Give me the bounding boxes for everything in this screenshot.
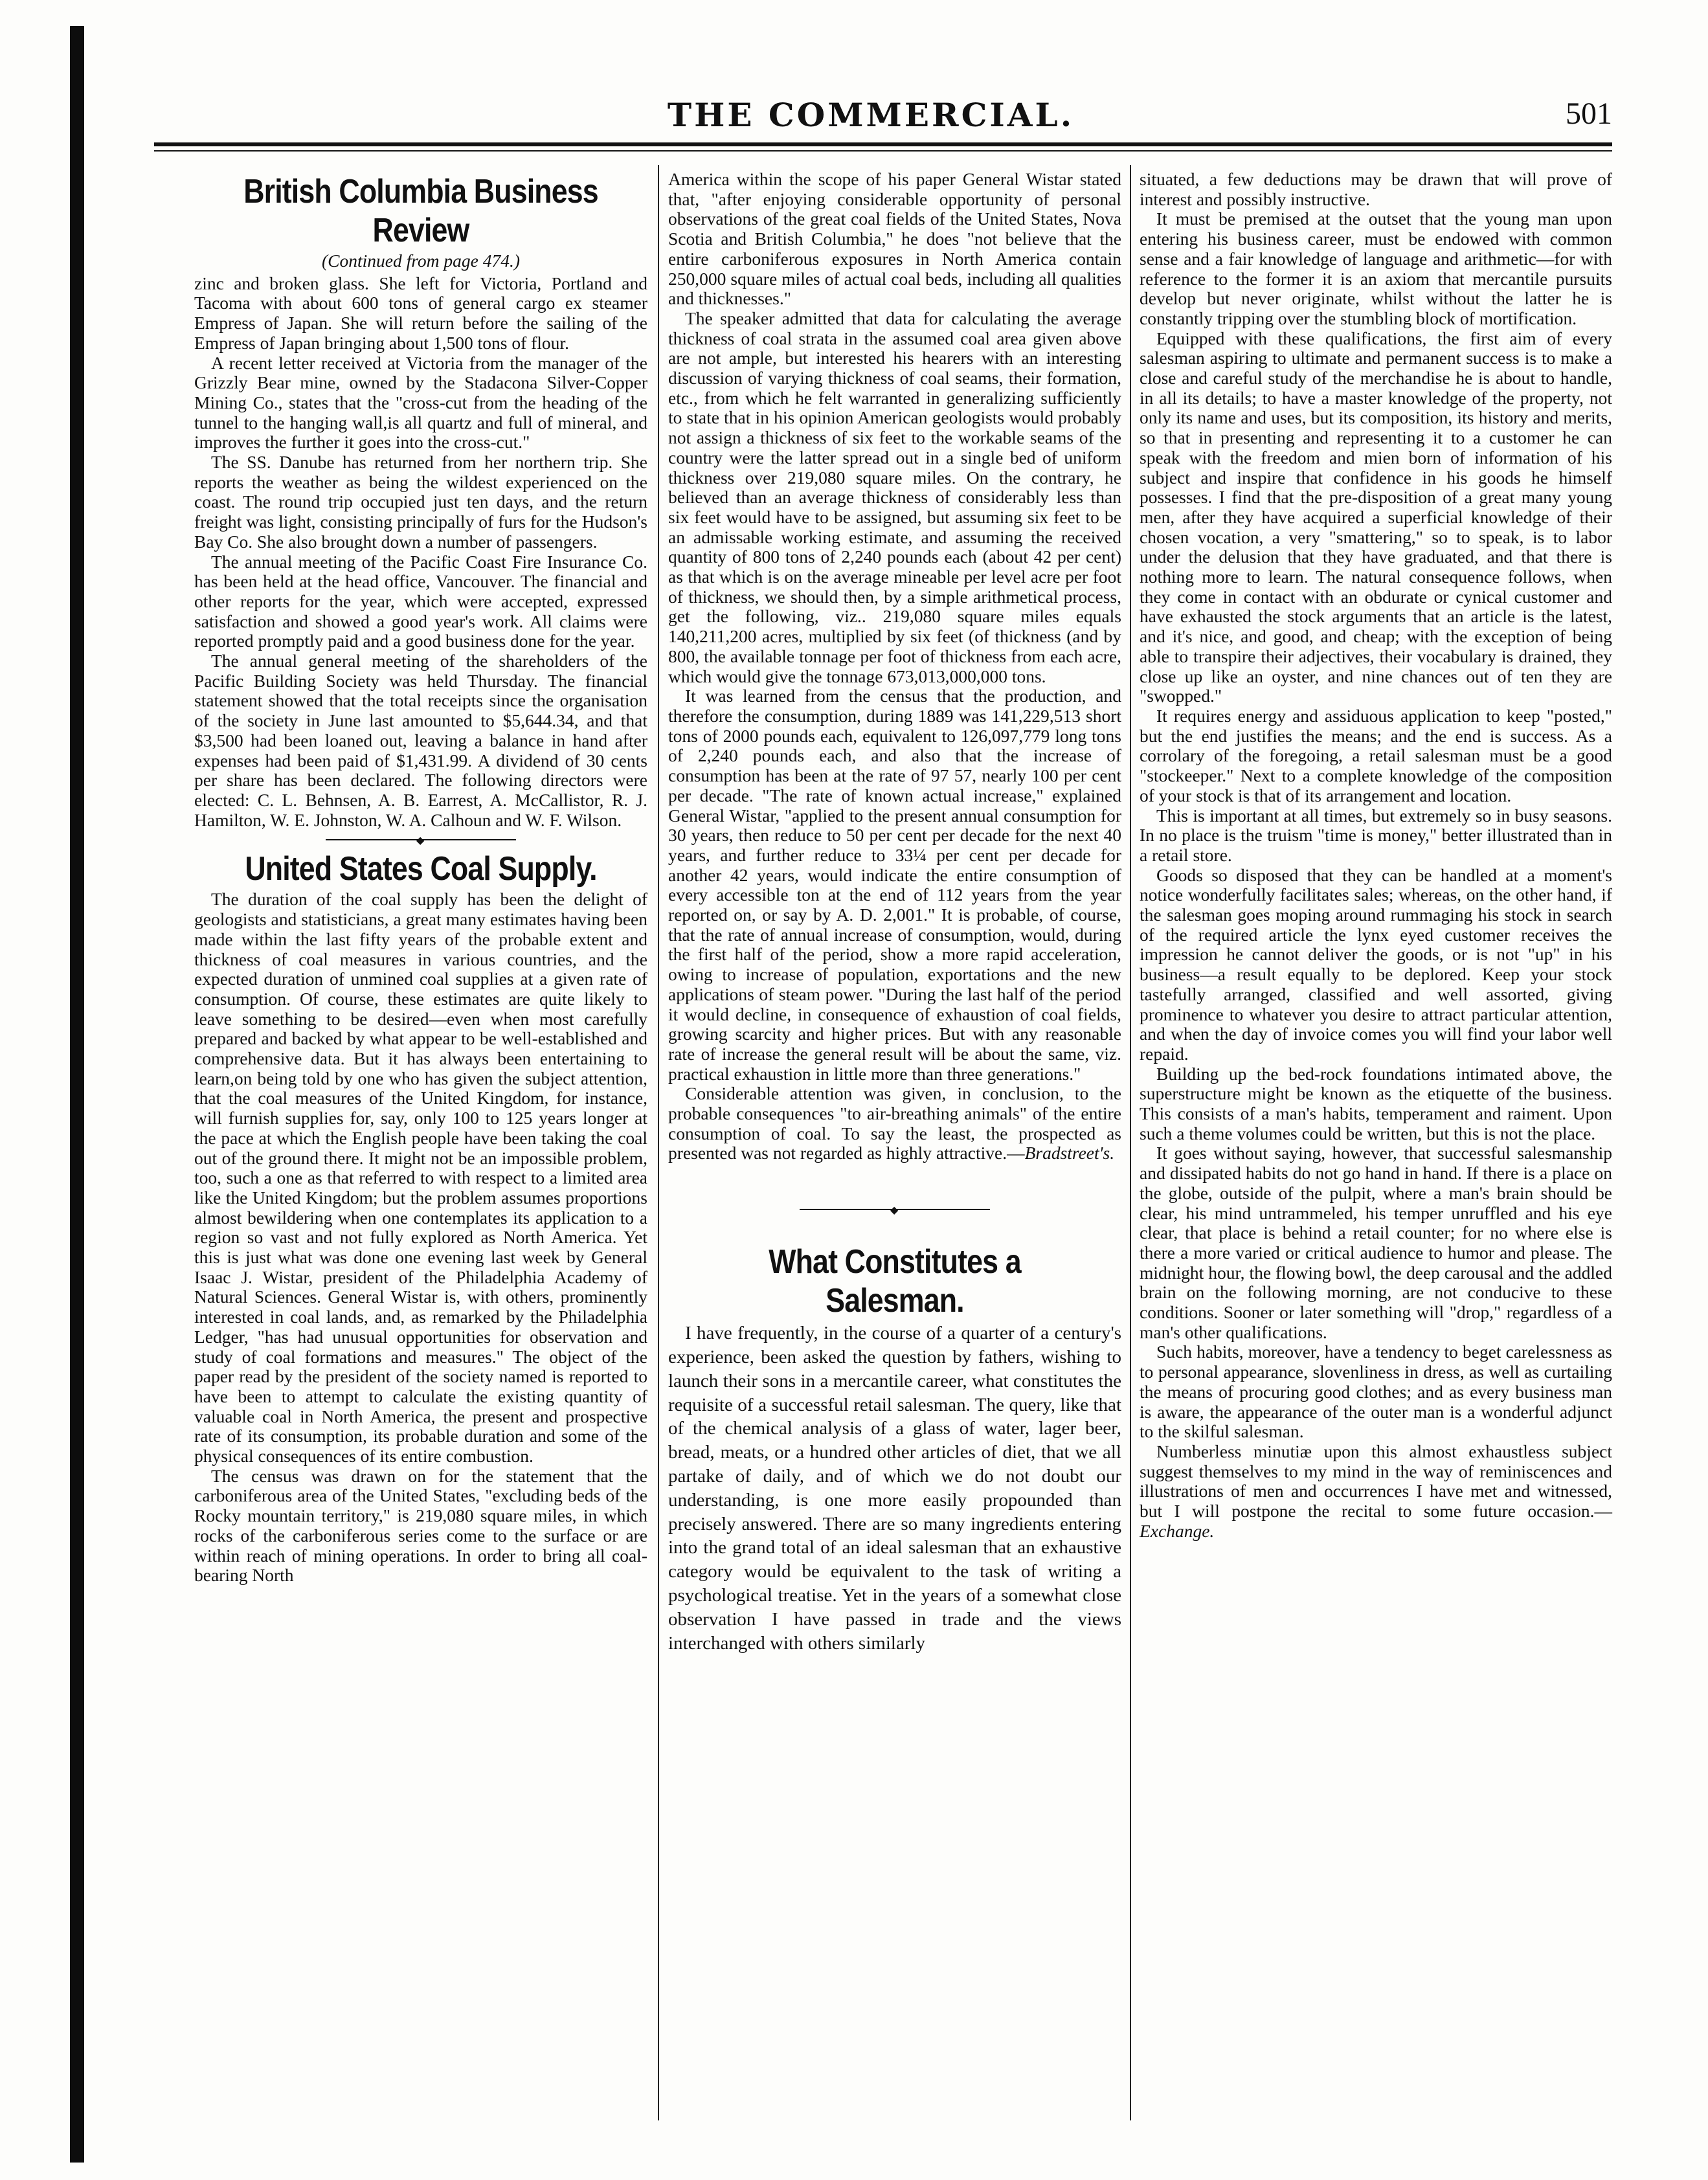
- column-3: [1140, 170, 1612, 1542]
- article-paragraph: It requires energy and assiduous application to keep "posted," but the end justifies the means; and the end is success. As a corrolary of the foregoing, a retail salesman must be a good "stockeeper." Next to a complete knowledge of the composition of your stock is that of its arrangement and location.: [1140, 705, 1612, 805]
- article-paragraph: I have frequently, in the course of a quarter of a century's experience, been asked the question by fathers, wishing to launch their sons in a mercantile career, what constitutes the requisite of a successful retail salesman. The query, like that of the chemical analysis of a glass of water, lager beer, bread, meats, or a hundred other articles of diet, that we all partake of daily, and of which we do not doubt our understanding, is one more easily propounded than precisely answered. There are so many ingredients entering into the grand total of an ideal salesman that an exhaustive category would be equivalent to the task of writing a psychological treatise. Yet in the years of a somewhat close observation I have passed in trade and the views interchanged with others similarly: [668, 1323, 1121, 1654]
- publication-title: THE COMMERCIAL.: [667, 96, 1075, 134]
- article-paragraph: America within the scope of his paper General Wistar stated that, "after enjoying considerable opportunity of personal observations of the great coal fields of the United States, Nova Scotia and British Columbia," he does "not believe that the entire carboniferous exposures in North America contain 250,000 square miles of actual coal beds, including all qualities and thicknesses.": [668, 169, 1121, 309]
- header-rule-thin: [154, 150, 1612, 152]
- column-divider: [658, 165, 659, 2120]
- article-paragraph: It must be premised at the outset that the young man upon entering his business career, must be endowed with common sense and a fair knowledge of language and arithmetic—for with reference to the former it is an axiom that mercantile pursuits develop but never originate, whilst without the latter he is constantly tripping over the stumbling block of mortification.: [1140, 208, 1612, 328]
- article-paragraph: [1140, 1442, 1612, 1542]
- article-title: British Columbia Business Review: [243, 173, 598, 249]
- article-separator: [326, 839, 516, 840]
- article-paragraph: The duration of the coal supply has been the delight of geologists and statisticians, a great many estimates having been made within the last fifty years of the probable extent and thickness of coal measures in various countries, and the expected duration of unmined coal supplies at a given rate of consumption. Of course, these estimates are quite likely to leave something to be desired—even when most carefully prepared and backed by what appear to be well-established and comprehensive data. But it has always been entertaining to learn,on being told by one who has given the subject attention, that the coal measures of the United Kingdom, for instance, will furnish supplies for, say, only 100 to 125 years longer at the pace at which the English people have been taking the coal out of the ground there. It might not be an impossible problem, too, such a one as that referred to with respect to a limited area like the United Kingdom; but the problem assumes proportions almost bewildering when one contemplates its application to a region so vast and not fully explored as North America. Yet this is just what was done one evening last week by General Isaac J. Wistar, president of the Philadelphia Academy of Natural Sciences. General Wistar is, with others, prominently interested in coal lands, and, as remarked by the Philadelphia Ledger, "has had unusual opportunities for observation and study of coal formations and measures." The object of the paper read by the president of the society named is reported to have been to attempt to calculate the existing quantity of valuable coal in North America, the present and prospective rate of its consumption, its probable duration and some of the physical consequences of its entire combustion.: [194, 889, 647, 1466]
- article-paragraph: zinc and broken glass. She left for Victoria, Portland and Tacoma with about 600 tons of general cargo ex steamer Empress of Japan. She will return before the sailing of the Empress of Japan bringing about 1,500 tons of flour.: [194, 273, 647, 353]
- article-title: What Constitutes a Salesman.: [769, 1243, 1021, 1320]
- paragraph-text: Numberless minutiæ upon this almost exhaustless subject suggest themselves to my mind in the way of reminiscences and illustrations of men and occurrences I have met and witnessed, but I will postpone the recital to some future occasion.—: [1140, 1441, 1612, 1522]
- article-paragraph: Such habits, moreover, have a tendency to beget carelessness as to personal appearance, slovenliness in dress, as well as curtailing the means of procuring good clothes; and as every business man is aware, the appearance of the outer man is a wonderful adjunct to the skilful salesman.: [1140, 1342, 1612, 1442]
- article-paragraph: The SS. Danube has returned from her northern trip. She reports the weather as being the wildest experienced on the coast. The round trip occupied just ten days, and the return freight was light, consisting principally of furs for the Hudson's Bay Co. She also brought down a number of passengers.: [194, 452, 647, 552]
- header-rule: [154, 142, 1612, 146]
- article-paragraph: This is important at all times, but extremely so in busy seasons. In no place is the truism "time is money," better illustrated than in a retail store.: [1140, 805, 1612, 865]
- article-paragraph: It was learned from the census that the production, and therefore the consumption, during 1889 was 141,229,513 short tons of 2000 pounds each, equivalent to 126,097,779 long tons of 2,240 pounds each, and also that the increase of consumption has been at the rate of 97 57, nearly 100 per cent per decade. "The rate of known actual increase," explained General Wistar, "applied to the present annual consumption for 30 years, then reduce to 50 per cent per decade for the next 40 years, and further reduce to 33¼ per cent per decade for another 42 years, would indicate the entire consumption of every accessible ton at the end of 112 years from the year reported on, or say by A. D. 2,001." It is probable, of course, that the rate of annual increase of consumption, would, during the first half of the period, show a more rapid acceleration, owing to increase of population, exportations and the new applications of steam power. "During the last half of the period it would decline, in consequence of exhaustion of coal fields, growing scarcity and higher prices. But with any reasonable rate of increase the general result will be about the same, viz. practical exhaustion in little more than three generations.": [668, 686, 1121, 1084]
- binding-spine: [70, 26, 84, 2163]
- article-paragraph: Goods so disposed that they can be handled at a moment's notice wonderfully facilitates sales; whereas, on the other hand, if the salesman goes moping around rummaging his stock in search of the required article the lynx eyed customer receives the impression he cannot deliver the goods, or is not "up" in his business—a result equally to be deplored. Keep your stock tastefully arranged, classified and well assorted, giving prominence to whatever you desire to attract particular attention, and when the day of invoice comes you will find your labor well repaid.: [1140, 864, 1612, 1064]
- article-paragraph: situated, a few deductions may be drawn that will prove of interest and possibly instructive.: [1140, 169, 1612, 209]
- article-title: United States Coal Supply.: [245, 850, 597, 888]
- article-paragraph: Building up the bed-rock foundations intimated above, the superstructure might be known as the etiquette of the business. This consists of a man's habits, temperament and raiment. Upon such a theme volumes could be written, but this is not the place.: [1140, 1063, 1612, 1143]
- article-source: Bradstreet's.: [1024, 1143, 1115, 1163]
- article-separator: [800, 1209, 990, 1210]
- paragraph-text: Considerable attention was given, in conclusion, to the probable consequences "to air-breathing animals" of the entire consumption of coal. To say the least, the prospected as presented was not regarded as highly attractive.—: [668, 1083, 1121, 1163]
- article-paragraph: The annual meeting of the Pacific Coast Fire Insurance Co. has been held at the head office, Vancouver. The financial and other reports for the year, which were accepted, expressed satisfaction and showed a good year's work. All claims were reported promptly paid and a good business done for the year.: [194, 551, 647, 651]
- article-paragraph: The speaker admitted that data for calculating the average thickness of coal strata in the assumed coal area given above are not ample, but interested his hearers with an interesting discussion of varying thickness of coal seams, their formation, etc., from which he felt warranted in generalizing sufficiently to state that in his opinion American geologists would probably not assign a thickness of six feet to the workable seams of the country were the latter spread out in a single bed of uniform thickness over 219,080 square miles. On the contrary, he believed than an average thickness of considerably less than six feet would have to be assigned, but assuming six feet to be an admissable working estimate, and assuming the received quantity of 800 tons of 2,240 pounds each (about 42 per cent) as that which is on the average mineable per level acre per foot of thickness, we should then, by a simple arithmetical process, get the following, viz.. 219,080 square miles equals 140,211,200 acres, multiplied by six feet (of thickness (and by 800, the available tonnage per foot of thickness from each acre, which would give the tonnage 673,013,000,000 tons.: [668, 308, 1121, 686]
- article-paragraph: Equipped with these qualifications, the first aim of every salesman aspiring to ultimate and permanent success is to make a close and careful study of the merchandise he is about to handle, in all its details; to have a master knowledge of the property, not only its name and uses, but its composition, its history and merits, so that in presenting and representing it to a customer he can speak with the freedom and mien born of information of his subject and inspire that confidence in his goods he himself possesses. I find that the pre-disposition of a great many young men, after they have acquired a superficial knowledge of their chosen vocation, a very "smattering," so to speak, is to labor under the delusion that they have graduated, and that there is nothing more to learn. The natural consequence follows, when they come in contact with an obdurate or cynical customer and have exhausted the stock arguments that an article is the latest, and it's nice, and good, and cheap; with the exception of being able to transpire their adjectives, their vocabulary is drained, they close up like an oyster, and nine chances out of ten they are "swopped.": [1140, 328, 1612, 706]
- article-paragraph: [668, 1084, 1121, 1163]
- page-header: [129, 96, 1612, 135]
- article-source: Exchange.: [1140, 1520, 1215, 1541]
- article-paragraph: The annual general meeting of the shareholders of the Pacific Building Society was held Thursday. The financial statement showed that the total receipts since the organisation of the society in June last amounted to $5,644.34, and that $3,500 had been loaned out, leaving a balance in hand after expenses had been paid of $1,431.99. A dividend of 30 cents per share has been declared. The following directors were elected: C. L. Behnsen, A. B. Earrest, A. McCallistor, R. J. Hamilton, W. E. Johnston, W. A. Calhoun and W. F. Wilson.: [194, 651, 647, 830]
- continued-note: (Continued from page 474.): [321, 251, 521, 271]
- column-divider: [1130, 165, 1131, 2120]
- page-number: 501: [1566, 96, 1612, 131]
- article-paragraph: A recent letter received at Victoria from the manager of the Grizzly Bear mine, owned by the Stadacona Silver-Copper Mining Co., states that the "cross-cut from the heading of the tunnel to the hanging wall,is all quartz and full of mineral, and improves the further it goes into the cross-cut.": [194, 352, 647, 453]
- article-paragraph: It goes without saying, however, that successful salesmanship and dissipated habits do not go hand in hand. If there is a place on the globe, outside of the pulpit, where a man's brain should be clear, his mind untrammeled, his temper unruffled and his eye clear, that place is behind a retail counter; for no where else is there a more varied or critical audience to humor and please. The midnight hour, the flowing bowl, the deep carousal and the addled brain on the following morning, are not conducive to these conditions. Sooner or later something will "drop," regardless of a man's other qualifications.: [1140, 1143, 1612, 1342]
- column-2: [668, 170, 1121, 1655]
- column-1: [194, 170, 647, 1586]
- article-paragraph: The census was drawn on for the statement that the carboniferous area of the United States, "excluding beds of the Rocky mountain territory," is 219,080 square miles, in which rocks of the carboniferous series come to the surface or are within reach of mining operations. In order to bring all coal-bearing North: [194, 1465, 647, 1586]
